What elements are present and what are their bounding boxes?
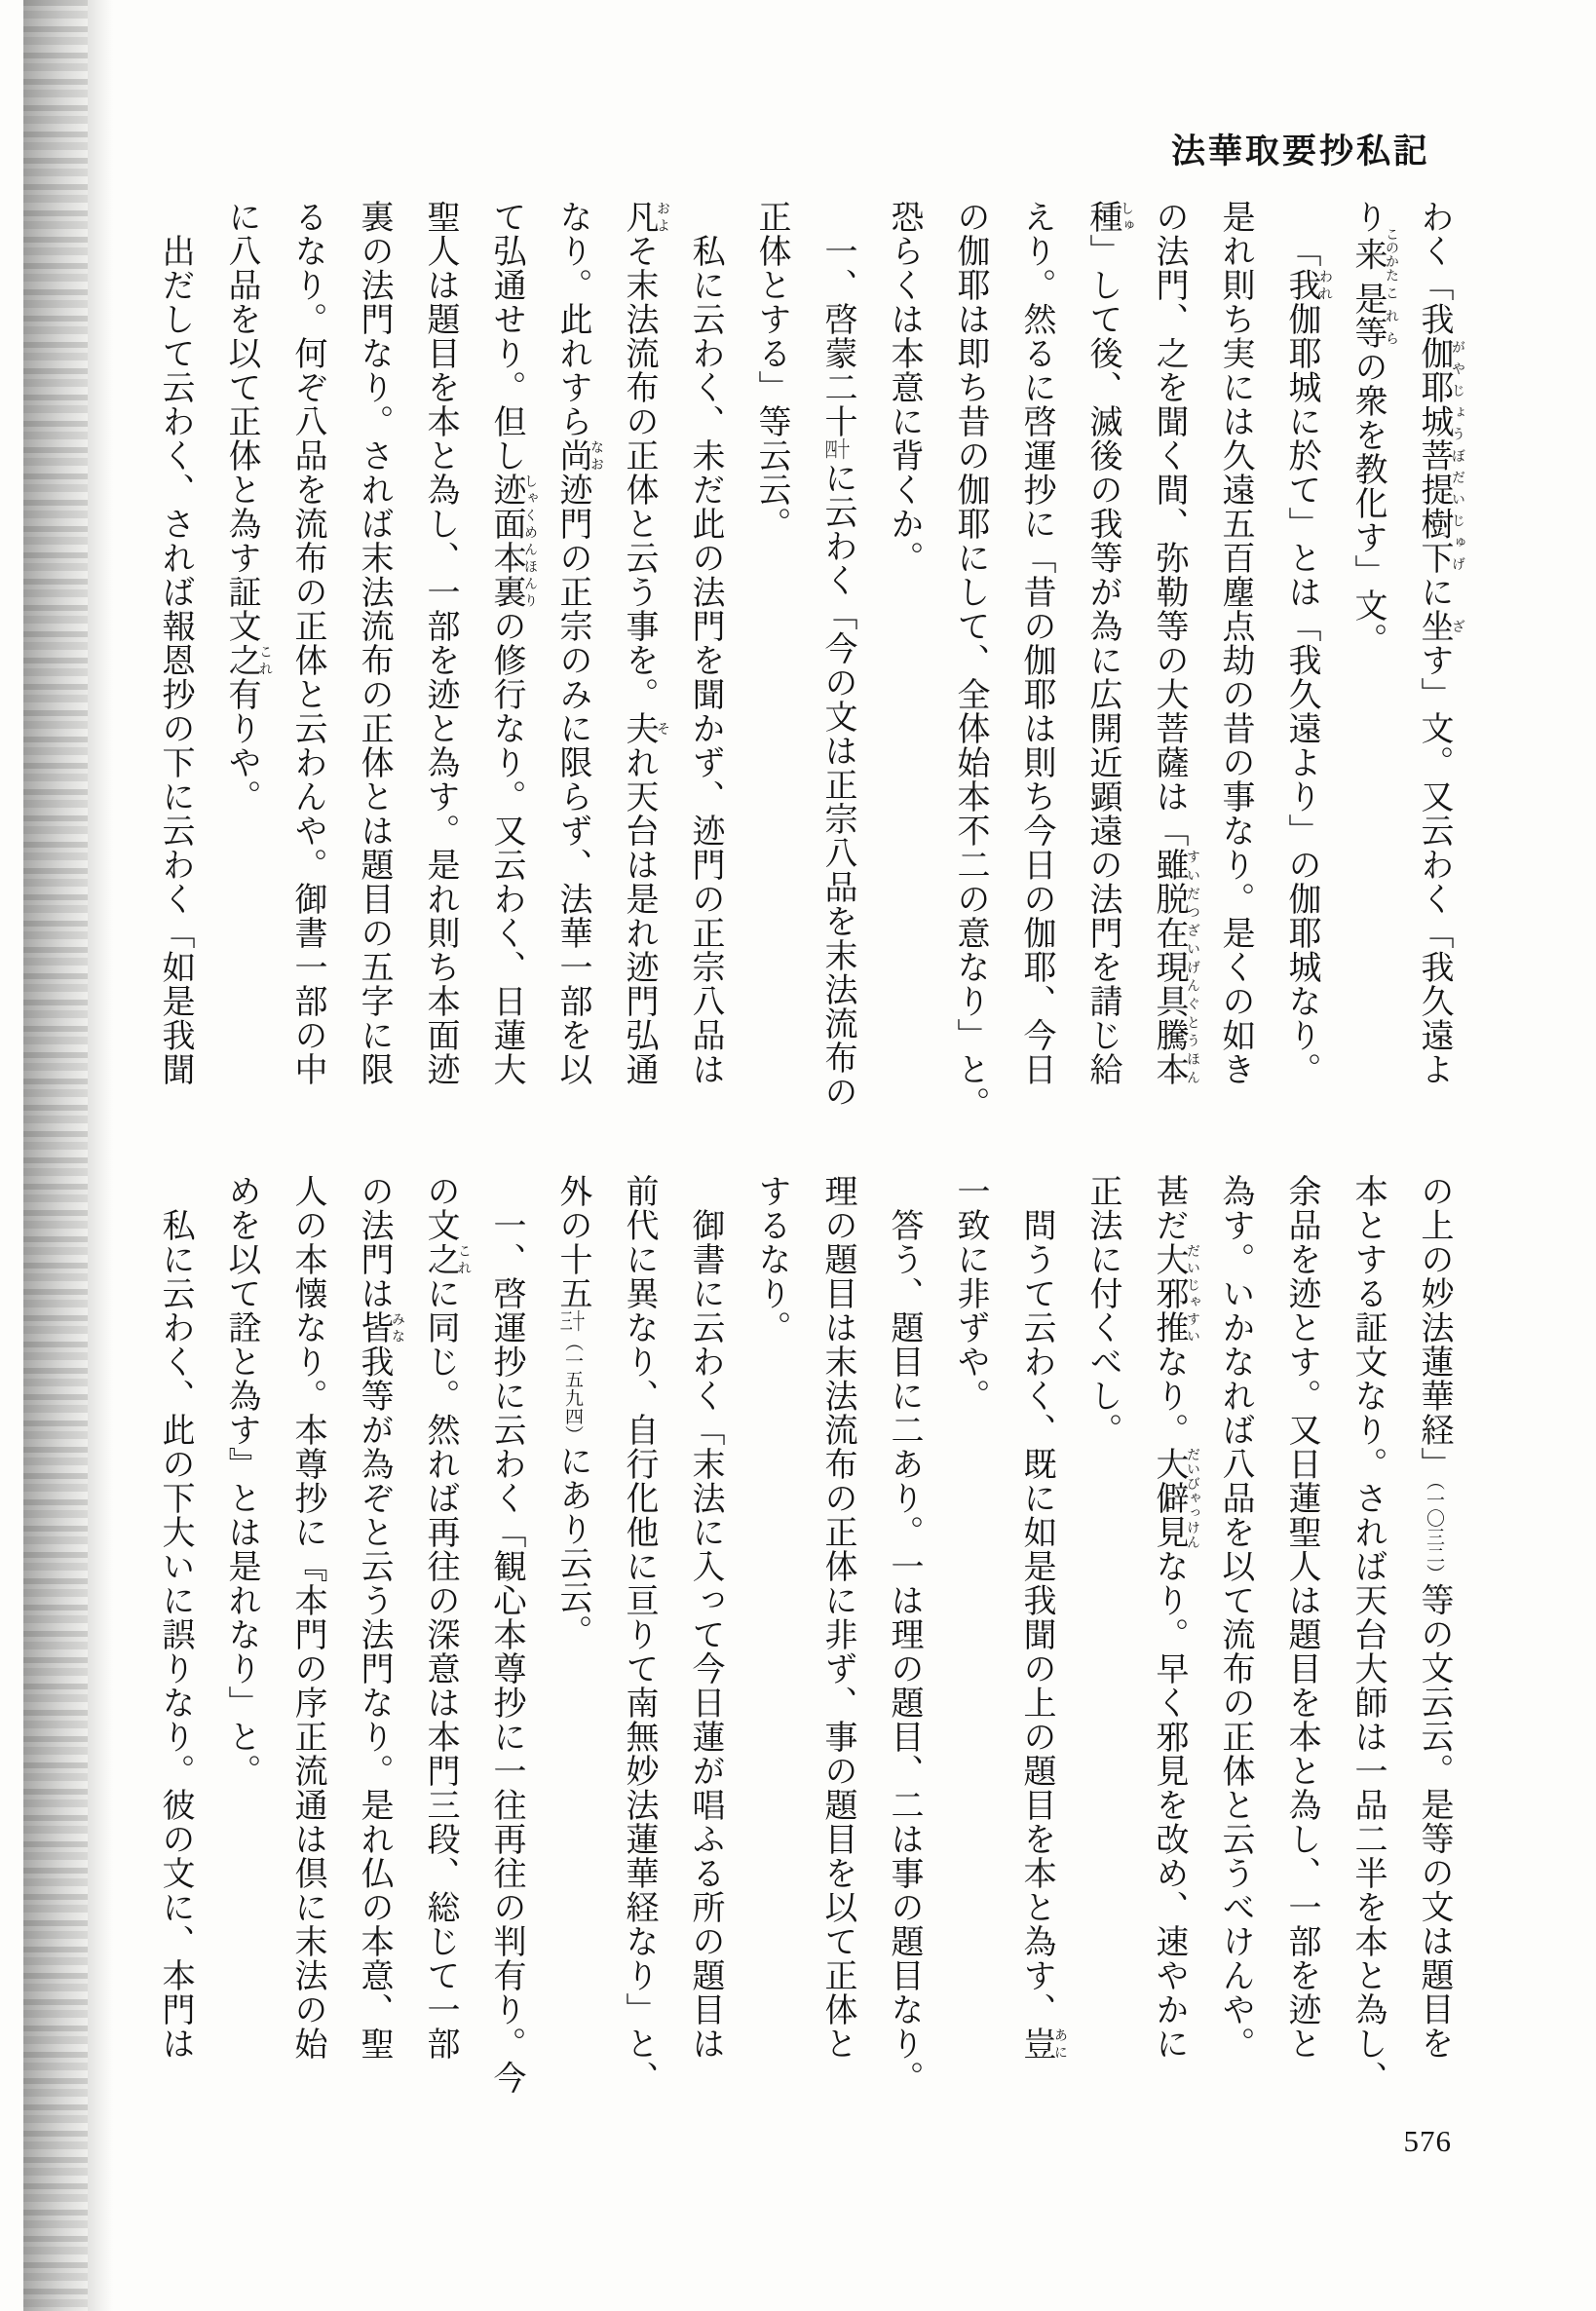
text-column: 正法に付くべし。 xyxy=(1084,1174,1121,1447)
text-column: て弘通せり。但し迹面本裏しゃくめんほんりの修行なり。又云わく、日蓮大 xyxy=(488,200,537,1086)
text-column: 恐らくは本意に背くか。 xyxy=(886,200,922,575)
text-column: に八品を以て正体と為す証文之これ有りや。 xyxy=(223,200,272,814)
scan-edge-shadow xyxy=(88,0,113,2311)
text-column: 為す。いかなれば八品を以て流布の正体と云うべけんや。 xyxy=(1217,1174,1253,2061)
page-title: 法華取要抄私記 xyxy=(1170,133,1430,170)
text-column: 聖人は題目を本と為し、一部を迹と為す。是れ則ち本面迹 xyxy=(422,200,458,1086)
lower-text-block xyxy=(141,1174,1466,2134)
text-column: 甚だ大邪推だいじゃすいなり。大僻見だいびゃっけんなり。早く邪見を改め、速やかに xyxy=(1151,1174,1199,2061)
text-column: 私に云わく、此の下大いに誤りなり。彼の文に、本門は xyxy=(157,1208,193,2061)
text-column: 種しゅ」して後、滅後の我等が為に広開近顕遠の法門を請じ給 xyxy=(1084,200,1133,1086)
text-column: 裏の法門なり。されば末法流布の正体とは題目の五字に限 xyxy=(356,200,392,1086)
text-column: 余品を迹とす。又日蓮聖人は題目を本と為し、一部を迹と xyxy=(1283,1174,1319,2061)
text-column: の上の妙法蓮華経」（一〇三二）等の文云云。是等の文は題目を xyxy=(1416,1174,1452,2061)
text-column: 是れ則ち実には久遠五百塵点劫の昔の事なり。是くの如き xyxy=(1217,200,1253,1086)
text-column: り来このかた是等これらの衆を教化す」文。 xyxy=(1349,200,1398,657)
text-column: の文之これに同じ。然れば再往の深意は本門三段、総じて一部 xyxy=(422,1174,471,2061)
text-column: 「我われ伽耶城に於て」とは「我久遠より」の伽耶城なり。 xyxy=(1283,234,1332,1086)
text-column: 人の本懐なり。本尊抄に『本門の序正流通は倶に末法の始 xyxy=(289,1174,325,2061)
text-column: 一、啓運抄に云わく「観心本尊抄に一往再往の判有り。今 xyxy=(488,1208,524,2095)
text-column: 御書に云わく「末法に入って今日蓮が唱ふる所の題目は xyxy=(687,1208,723,2061)
text-column: の法門、之を聞く間、弥勒等の大菩薩は「雖脱在現具騰本すいだつざいげんぐとうほん xyxy=(1151,200,1199,1086)
text-column: るなり。何ぞ八品を流布の正体と云わんや。御書一部の中 xyxy=(289,200,325,1086)
text-column: 正体とする」等云云。 xyxy=(753,200,789,541)
text-column: 出だして云わく、されば報恩抄の下に云わく「如是我聞 xyxy=(157,234,193,1086)
text-column: の伽耶は即ち昔の伽耶にして、全体始本不二の意なり」と。 xyxy=(952,200,988,1120)
scan-binding-edge xyxy=(23,0,88,2311)
text-column: 問うて云わく、既に如是我聞の上の題目を本と為す、豈あに xyxy=(1018,1208,1067,2061)
text-column: なり。此れすら尚なお迹門の正宗のみに限らず、法華一部を以 xyxy=(554,200,603,1086)
text-column: 理の題目は末法流布の正体に非ず、事の題目を以て正体と xyxy=(819,1174,855,2061)
text-column: わく「我伽耶城菩提樹下がやじょうぼだいじゅげに坐ざす」文。又云わく「我久遠よ xyxy=(1416,200,1464,1086)
text-column: するなり。 xyxy=(753,1174,789,1345)
text-column: 外の十五三十（一五九四）にあり云云。 xyxy=(554,1174,590,1648)
page-number: 576 xyxy=(1403,2124,1452,2158)
text-column: の法門は皆みな我等が為ぞと云う法門なり。是れ仏の本意、聖 xyxy=(356,1174,404,2061)
upper-text-block xyxy=(141,200,1466,1159)
text-column: 私に云わく、未だ此の法門を聞かず、迹門の正宗八品は xyxy=(687,234,723,1086)
text-column: 本とする証文なり。されば天台大師は一品二半を本と為し、 xyxy=(1349,1174,1386,2095)
text-column: えり。然るに啓運抄に「昔の伽耶は則ち今日の伽耶、今日 xyxy=(1018,200,1054,1086)
text-column: めを以て詮と為す』とは是れなり」と。 xyxy=(223,1174,259,1788)
text-column: 一、啓蒙二十四十に云わく「今の文は正宗八品を末法流布の xyxy=(819,234,855,1109)
text-column: 答う、題目に二あり。一は理の題目、二は事の題目なり。 xyxy=(886,1208,922,2095)
text-column: 一致に非ずや。 xyxy=(952,1174,988,1413)
text-column: 前代に異なり、自行化他に亘りて南無妙法蓮華経なり」と、 xyxy=(621,1174,657,2095)
text-column: 凡およそ末法流布の正体と云う事を。夫それ天台は是れ迹門弘通 xyxy=(621,200,669,1086)
